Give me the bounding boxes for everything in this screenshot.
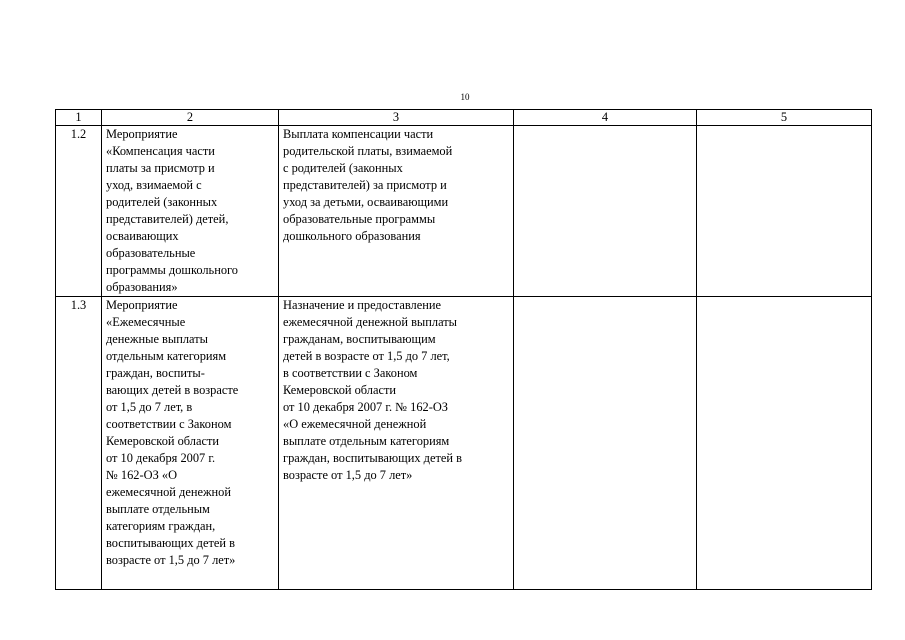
col5-cell [697, 297, 872, 590]
header-cell-4: 4 [514, 110, 697, 126]
table-header-row [56, 110, 872, 126]
col4-cell [514, 297, 697, 590]
header-cell-1: 1 [56, 110, 102, 126]
description-cell: Выплата компенсации части родительской платы, взимаемой с родителей (законных представителей) за присмотр и уход за детьми, осваивающими образовательные программы дошкольного образования [279, 126, 514, 297]
header-cell-5: 5 [697, 110, 872, 126]
col4-cell [514, 126, 697, 297]
row-number: 1.3 [56, 297, 102, 590]
event-cell: Мероприятие «Компенсация части платы за присмотр и уход, взимаемой с родителей (законных представителей) детей, осваивающих образовательные программы дошкольного образования» [102, 126, 279, 297]
header-cell-2: 2 [102, 110, 279, 126]
description-cell: Назначение и предоставление ежемесячной денежной выплаты гражданам, воспитывающим детей в возрасте от 1,5 до 7 лет, в соответствии с Законом Кемеровской области от 10 декабря 2007 г. № 162-ОЗ «О ежемесячной денежной выплате отдельным категориям граждан, воспитывающих детей в возрасте от 1,5 до 7 лет» [279, 297, 514, 590]
col5-cell [697, 126, 872, 297]
event-cell: Мероприятие «Ежемесячные денежные выплаты отдельным категориям граждан, воспиты- вающих детей в возрасте от 1,5 до 7 лет, в соответствии с Законом Кемеровской области от 10 декабря 2007 г. № 162-ОЗ «О ежемесячной денежной выплате отдельным категориям граждан, воспитывающих детей в возрасте от 1,5 до 7 лет» [102, 297, 279, 590]
program-table [55, 109, 872, 590]
row-number: 1.2 [56, 126, 102, 297]
header-cell-3: 3 [279, 110, 514, 126]
page-number: 10 [460, 92, 470, 102]
table-row [56, 126, 872, 297]
table-row [56, 297, 872, 590]
